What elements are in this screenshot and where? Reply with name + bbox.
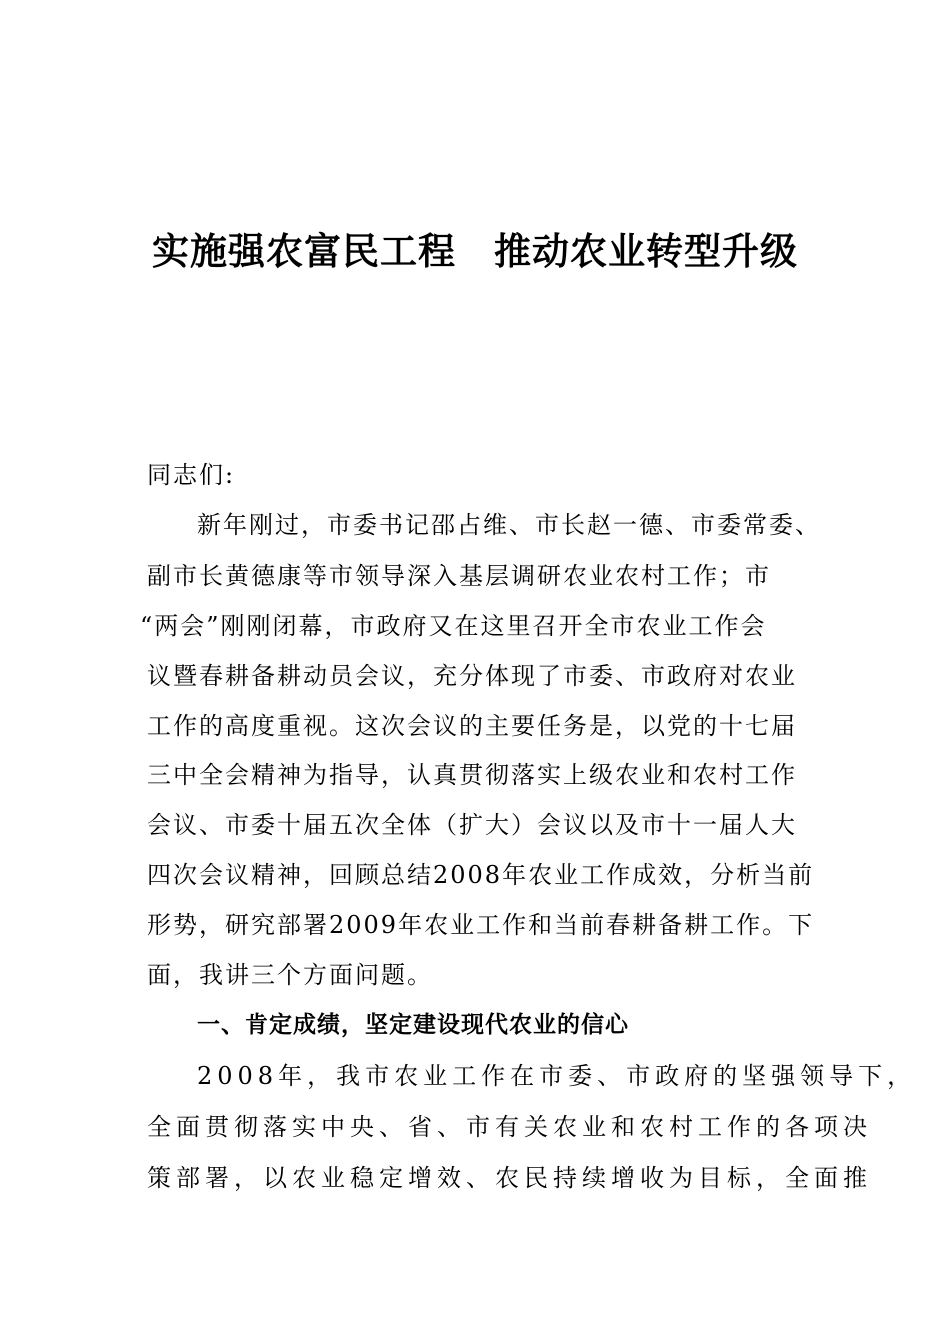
paragraph-2-line-2: 全面贯彻落实中央、省、市有关农业和农村工作的各项决: [147, 1113, 872, 1141]
paragraph-1-line-4: 议暨春耕备耕动员会议，充分体现了市委、市政府对农业: [147, 662, 797, 690]
paragraph-1-line-9: 形势，研究部署2009年农业工作和当前春耕备耕工作。下: [147, 911, 815, 939]
paragraph-1-line-2: 副市长黄德康等市领导深入基层调研农业农村工作；市: [147, 562, 771, 590]
paragraph-1-line-7: 会议、市委十届五次全体（扩大）会议以及市十一届人大: [147, 811, 797, 839]
document-title: 实施强农富民工程 推动农业转型升级: [152, 230, 798, 273]
paragraph-1-line-8: 四次会议精神，回顾总结2008年农业工作成效，分析当前: [147, 861, 815, 889]
paragraph-1-line-6: 三中全会精神为指导，认真贯彻落实上级农业和农村工作: [147, 761, 797, 789]
paragraph-1-line-3: “两会”刚刚闭幕，市政府又在这里召开全市农业工作会: [140, 612, 767, 640]
section-1-heading: 一、肯定成绩，坚定建设现代农业的信心: [197, 1012, 629, 1038]
salutation: 同志们:: [147, 461, 236, 489]
paragraph-2-line-3: 策部署，以农业稳定增效、农民持续增收为目标，全面推: [147, 1164, 872, 1192]
paragraph-2-line-1: 2008年，我市农业工作在市委、市政府的坚强领导下，: [197, 1062, 917, 1090]
paragraph-1-line-5: 工作的高度重视。这次会议的主要任务是，以党的十七届: [147, 712, 797, 740]
paragraph-1-line-10: 面，我讲三个方面问题。: [147, 961, 433, 989]
paragraph-1-line-1: 新年刚过，市委书记邵占维、市长赵一德、市委常委、: [197, 511, 821, 539]
